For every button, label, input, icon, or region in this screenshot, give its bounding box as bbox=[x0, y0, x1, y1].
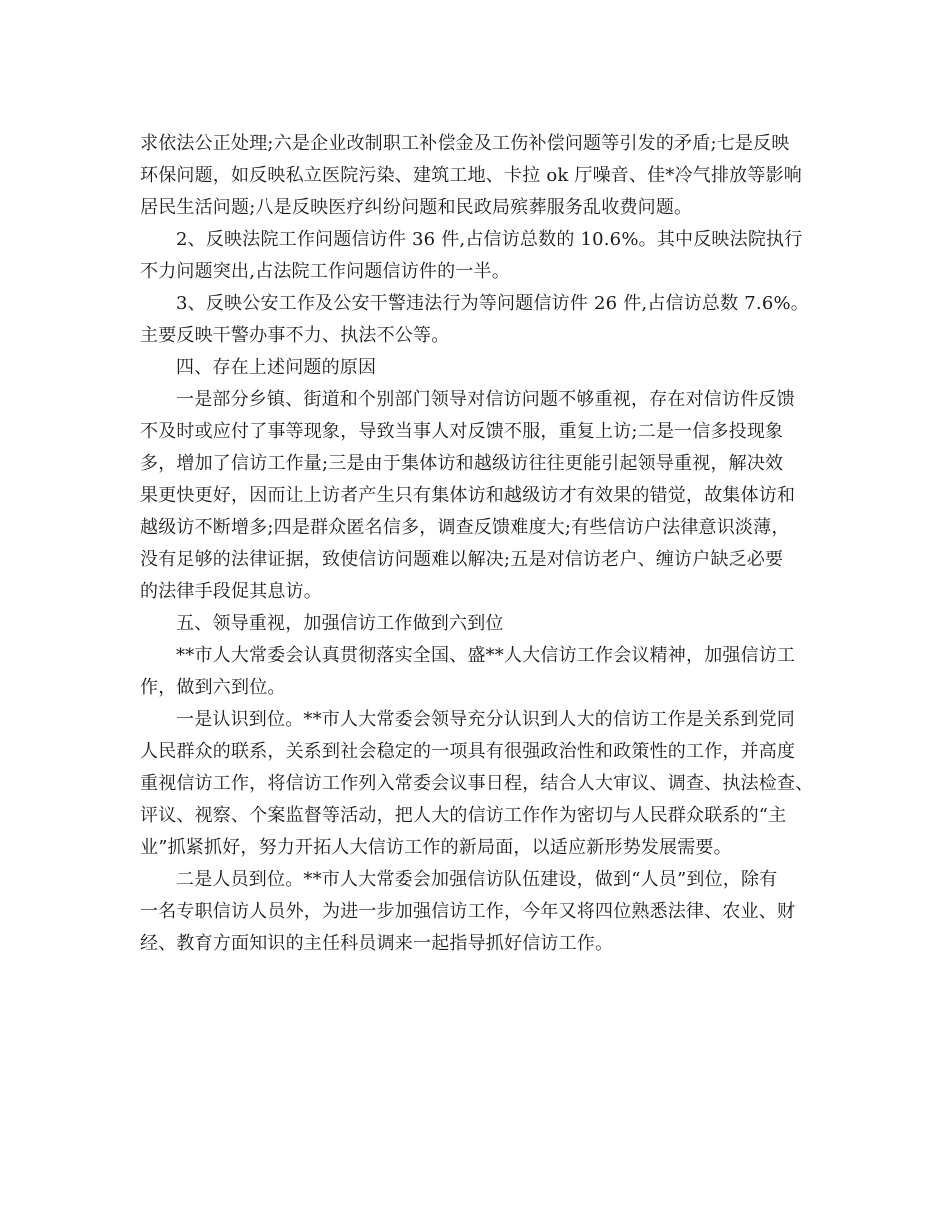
paragraph-line: 一名专职信访人员外，为进一步加强信访工作，今年又将四位熟悉法律、农业、财 bbox=[140, 901, 796, 922]
paragraph-line: 果更快更好，因而让上访者产生只有集体访和越级访才有效果的错觉，故集体访和 bbox=[140, 485, 796, 506]
paragraph-line: 没有足够的法律证据，致使信访问题难以解决;五是对信访老户、缠访户缺乏必要 bbox=[140, 549, 784, 570]
paragraph-line: 2、反映法院工作问题信访件 36 件,占信访总数的 10.6%。其中反映法院执行 bbox=[176, 229, 803, 250]
paragraph-line: 重视信访工作，将信访工作列入常委会议事日程，结合人大审议、调查、执法检查、 bbox=[140, 773, 814, 794]
paragraph-line: 不力问题突出,占法院工作问题信访件的一半。 bbox=[140, 261, 510, 282]
paragraph-line: 的法律手段促其息访。 bbox=[140, 581, 322, 602]
paragraph-line: 多，增加了信访工作量;三是由于集体访和越级访往往更能引起领导重视，解决效 bbox=[140, 453, 784, 474]
paragraph-line: 一是认识到位。**市人大常委会领导充分认识到人大的信访工作是关系到党同 bbox=[176, 709, 795, 730]
paragraph-line: 经、教育方面知识的主任科员调来一起指导抓好信访工作。 bbox=[140, 933, 614, 954]
paragraph-line: 3、反映公安工作及公安干警违法行为等问题信访件 26 件,占信访总数 7.6%。 bbox=[176, 293, 809, 314]
paragraph-line: 不及时或应付了事等现象，导致当事人对反馈不服，重复上访;二是一信多投现象 bbox=[140, 421, 784, 442]
section-heading: 五、领导重视，加强信访工作做到六到位 bbox=[176, 613, 504, 634]
paragraph-line: 主要反映干警办事不力、执法不公等。 bbox=[140, 325, 450, 346]
paragraph-line: 居民生活问题;八是反映医疗纠纷问题和民政局殡葬服务乱收费问题。 bbox=[140, 197, 693, 218]
paragraph-line: 一是部分乡镇、街道和个别部门领导对信访问题不够重视，存在对信访件反馈 bbox=[176, 389, 795, 410]
paragraph-line: 业”抓紧抓好，努力开拓人大信访工作的新局面，以适应新形势发展需要。 bbox=[140, 837, 732, 858]
paragraph-line: 求依法公正处理;六是企业改制职工补偿金及工伤补偿问题等引发的矛盾;七是反映 bbox=[140, 133, 790, 154]
paragraph-line: 二是人员到位。**市人大常委会加强信访队伍建设，做到“人员”到位，除有 bbox=[176, 869, 778, 890]
paragraph-line: **市人大常委会认真贯彻落实全国、盛**人大信访工作会议精神，加强信访工 bbox=[176, 645, 796, 666]
paragraph-line: 越级访不断增多;四是群众匿名信多，调查反馈难度大;有些信访户法律意识淡薄， bbox=[140, 517, 790, 538]
paragraph-line: 作，做到六到位。 bbox=[140, 677, 286, 698]
paragraph-line: 评议、视察、个案监督等活动，把人大的信访工作作为密切与人民群众联系的“主 bbox=[140, 805, 787, 826]
section-heading: 四、存在上述问题的原因 bbox=[176, 357, 377, 378]
paragraph-line: 环保问题，如反映私立医院污染、建筑工地、卡拉 ok 厅噪音、佳*冷气排放等影响 bbox=[140, 165, 802, 186]
paragraph-line: 人民群众的联系，关系到社会稳定的一项具有很强政治性和政策性的工作，并高度 bbox=[140, 741, 796, 762]
